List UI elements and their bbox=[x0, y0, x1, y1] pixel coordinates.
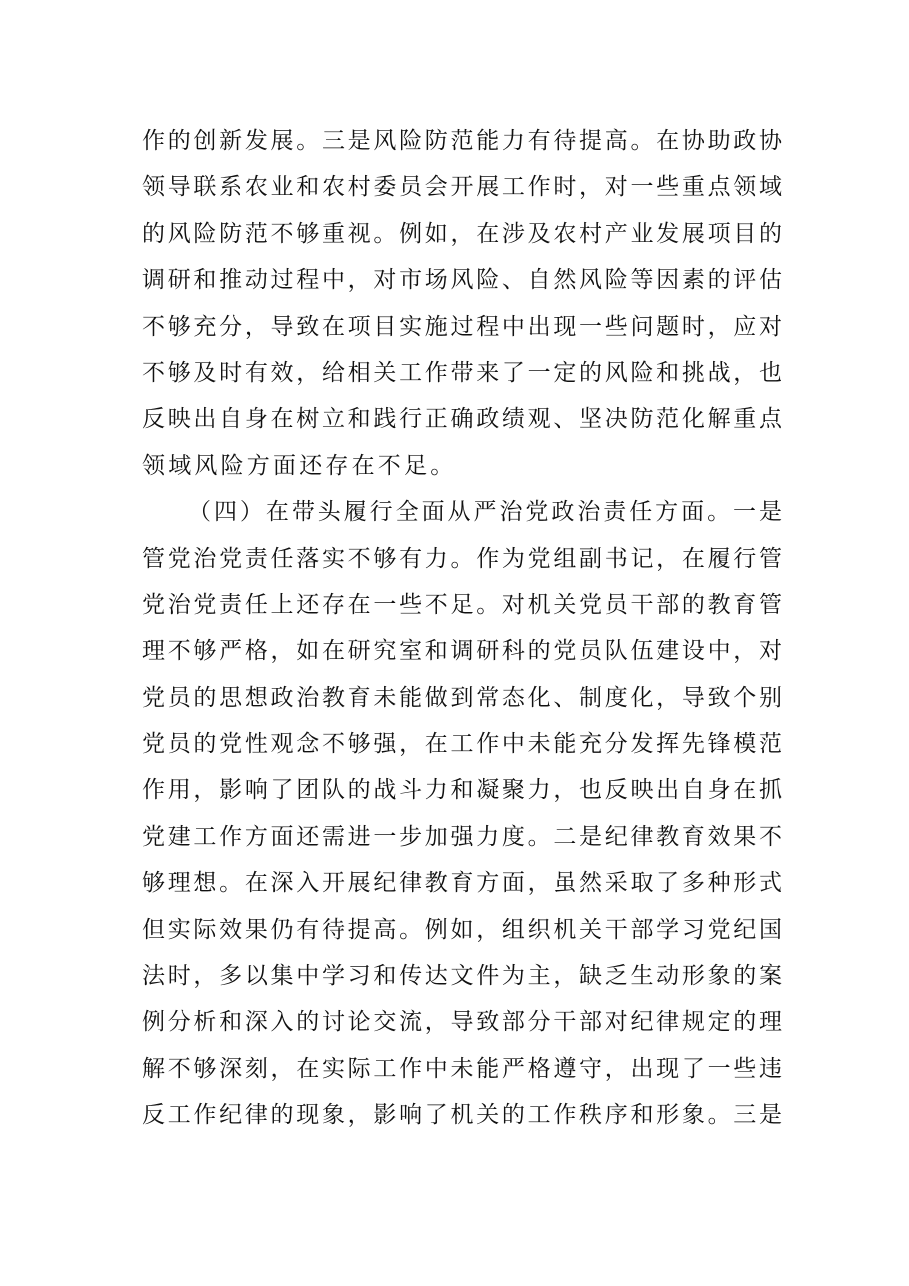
text-line: 理不够严格，如在研究室和调研科的党员队伍建设中，对 bbox=[142, 638, 782, 665]
text-line: 党员的党性观念不够强，在工作中未能充分发挥先锋模范 bbox=[142, 731, 782, 758]
text-line: 党建工作方面还需进一步加强力度。二是纪律教育效果不 bbox=[142, 823, 782, 850]
text-line: 党员的思想政治教育未能做到常态化、制度化，导致个别 bbox=[142, 684, 782, 711]
body-text bbox=[142, 118, 782, 1139]
text-line: 但实际效果仍有待提高。例如，组织机关干部学习党纪国 bbox=[142, 916, 782, 943]
text-line: 反工作纪律的现象，影响了机关的工作秩序和形象。三是 bbox=[142, 1102, 782, 1129]
text-line: 不够及时有效，给相关工作带来了一定的风险和挑战，也 bbox=[142, 359, 782, 386]
text-line: 不够充分，导致在项目实施过程中出现一些问题时，应对 bbox=[142, 313, 782, 340]
text-line: 领导联系农业和农村委员会开展工作时，对一些重点领域 bbox=[142, 174, 782, 201]
text-line: 作用，影响了团队的战斗力和凝聚力，也反映出自身在抓 bbox=[142, 777, 782, 804]
text-line: 的风险防范不够重视。例如，在涉及农村产业发展项目的 bbox=[142, 220, 782, 247]
section-heading-line: （四）在带头履行全面从严治党政治责任方面。一是 bbox=[188, 499, 782, 526]
text-line: 作的创新发展。三是风险防范能力有待提高。在协助政协 bbox=[142, 128, 782, 154]
text-line: 法时，多以集中学习和传达文件为主，缺乏生动形象的案 bbox=[142, 963, 782, 990]
text-line: 领域风险方面还存在不足。 bbox=[142, 452, 457, 479]
text-line: 管党治党责任落实不够有力。作为党组副书记，在履行管 bbox=[142, 545, 782, 572]
text-line: 党治党责任上还存在一些不足。对机关党员干部的教育管 bbox=[142, 591, 782, 618]
text-line: 够理想。在深入开展纪律教育方面，虽然采取了多种形式 bbox=[142, 870, 782, 897]
text-line: 例分析和深入的讨论交流，导致部分干部对纪律规定的理 bbox=[142, 1009, 782, 1036]
text-line: 调研和推动过程中，对市场风险、自然风险等因素的评估 bbox=[142, 267, 782, 294]
text-line: 反映出自身在树立和践行正确政绩观、坚决防范化解重点 bbox=[142, 406, 782, 433]
text-line: 解不够深刻，在实际工作中未能严格遵守，出现了一些违 bbox=[142, 1055, 782, 1082]
